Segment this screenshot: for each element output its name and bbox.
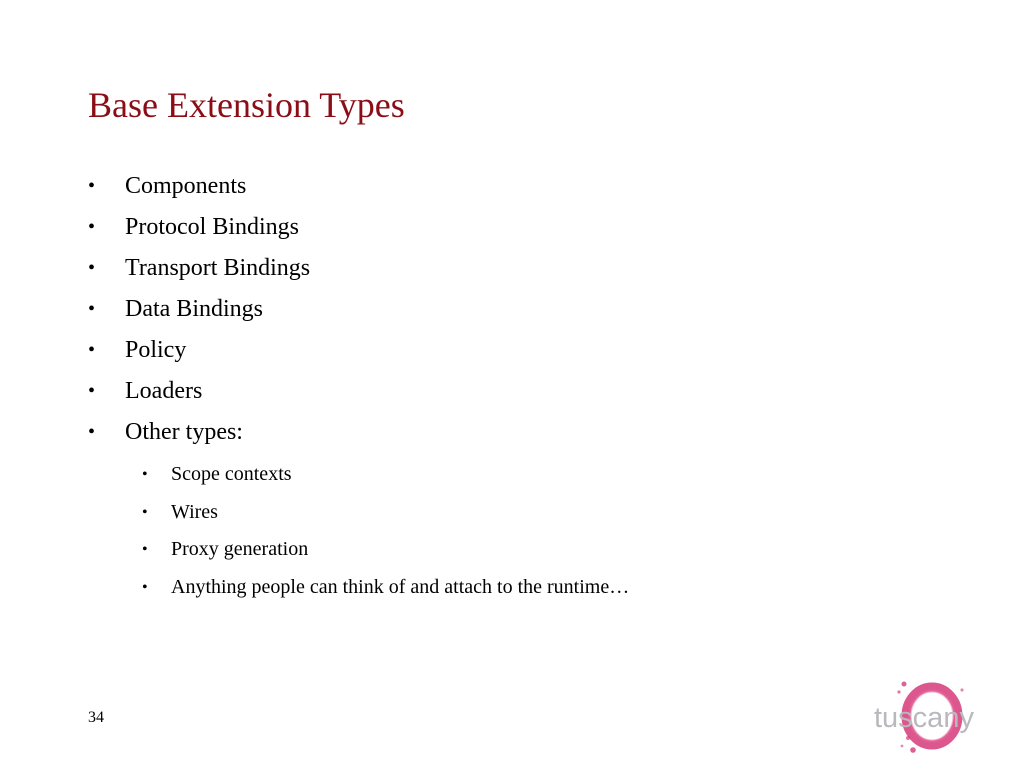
sub-bullet-text: Wires xyxy=(171,500,218,523)
bullet-dot: • xyxy=(88,298,96,320)
slide-title: Base Extension Types xyxy=(88,85,405,125)
bullet-text: Components xyxy=(125,173,247,199)
bullet-dot: • xyxy=(88,380,96,402)
sub-bullet-text: Anything people can think of and attach to the runtime… xyxy=(171,575,630,598)
bullet-list xyxy=(88,166,629,606)
bullet-dot: • xyxy=(88,339,96,361)
sub-bullet-dot: • xyxy=(142,578,148,596)
sub-bullet-group xyxy=(88,453,629,606)
sub-bullet-item xyxy=(88,494,629,532)
bullet-item xyxy=(88,248,629,289)
sub-bullet-item xyxy=(88,531,629,569)
bullet-text: Transport Bindings xyxy=(125,255,311,281)
sub-bullet-text: Scope contexts xyxy=(171,463,292,485)
tuscany-logo xyxy=(868,678,1008,758)
bullet-dot: • xyxy=(88,257,96,279)
sub-bullet-dot: • xyxy=(142,503,148,521)
bullet-text: Other types: xyxy=(125,419,243,445)
sub-bullet-item xyxy=(88,569,629,607)
bullet-item xyxy=(88,330,629,371)
bullet-dot: • xyxy=(88,175,96,197)
bullet-item xyxy=(88,207,629,248)
sub-bullet-list xyxy=(88,453,629,606)
bullet-dot: • xyxy=(88,216,96,238)
logo-text: tuscany xyxy=(874,702,974,734)
bullet-text: Data Bindings xyxy=(125,296,263,322)
bullet-item xyxy=(88,289,629,330)
bullet-text: Policy xyxy=(125,337,187,363)
bullet-item xyxy=(88,166,629,207)
sub-bullet-text: Proxy generation xyxy=(171,538,309,560)
bullet-item xyxy=(88,371,629,412)
bullet-text: Loaders xyxy=(125,378,203,404)
bullet-item xyxy=(88,412,629,453)
sub-bullet-dot: • xyxy=(142,541,148,558)
bullet-text: Protocol Bindings xyxy=(125,214,300,240)
sub-bullet-dot: • xyxy=(142,466,148,483)
page-number: 34 xyxy=(88,709,104,726)
bullet-dot: • xyxy=(88,421,96,443)
sub-bullet-item xyxy=(88,456,629,494)
